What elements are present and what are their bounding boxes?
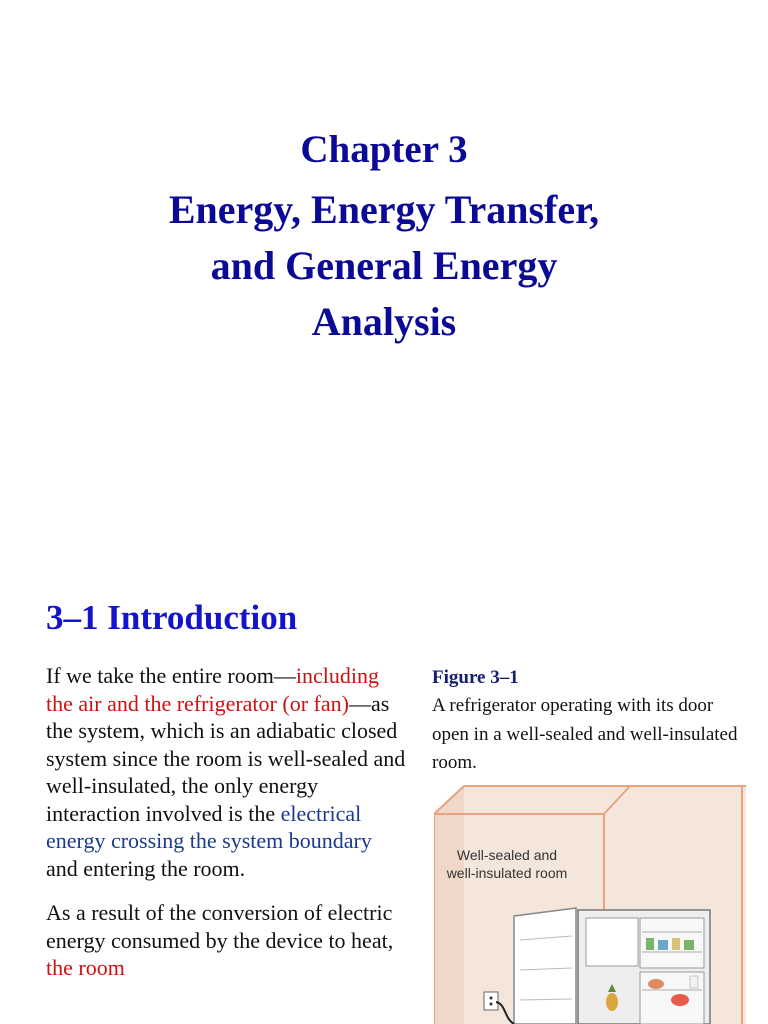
subtitle-line-3: Analysis xyxy=(311,299,457,344)
food-item xyxy=(690,976,698,988)
subtitle-line-2: and General Energy xyxy=(210,243,558,288)
title-block xyxy=(0,122,768,350)
freezer-compartment xyxy=(586,918,638,966)
paragraph-1-part-1: If we take the entire room— xyxy=(46,663,296,688)
food-item xyxy=(648,979,664,989)
highlight-electrical-energy: electrical energy crossing the system boundary xyxy=(46,800,372,853)
room-label-line-2: well-insulated room xyxy=(446,865,568,881)
body-text xyxy=(46,662,406,999)
refrigerator-door xyxy=(514,908,576,1024)
chapter-subtitle xyxy=(0,182,768,350)
highlight-the-room: the room xyxy=(46,955,125,980)
paragraph-1-part-5: and entering the room. xyxy=(46,855,246,881)
food-item xyxy=(672,938,680,950)
food-item xyxy=(671,994,689,1006)
room-side-wall xyxy=(434,786,464,1024)
figure-caption: A refrigerator operating with its door open in a well-sealed and well-insulated room. xyxy=(432,695,738,773)
refrigerator-room-illustration xyxy=(434,780,746,1024)
wall-outlet xyxy=(484,992,498,1010)
paragraph-1-part-3: —as the system, which is an adiabatic closed system since the room is well-sealed and well-insulated, the only energy interaction involved is the xyxy=(46,690,406,826)
section-heading: 3–1 Introduction xyxy=(46,598,298,637)
highlight-system-components: including the air and the refrigerator (or fan) xyxy=(46,663,379,716)
food-item xyxy=(646,938,654,950)
paragraph-2 xyxy=(46,899,406,982)
paragraph-1 xyxy=(46,662,406,882)
food-item xyxy=(658,940,668,950)
figure-label: Figure 3–1 xyxy=(432,667,519,688)
paragraph-2-part-1: As a result of the conversion of electric energy consumed by the device to heat, xyxy=(46,900,394,953)
pineapple-item xyxy=(606,993,618,1011)
subtitle-line-1: Energy, Energy Transfer, xyxy=(168,187,600,232)
room-label-line-1: Well-sealed and xyxy=(456,847,558,863)
outlet-hole xyxy=(490,1003,493,1006)
chapter-title: Chapter 3 xyxy=(300,128,468,171)
food-item xyxy=(684,940,694,950)
figure-caption-block xyxy=(432,664,752,778)
outlet-hole xyxy=(490,997,493,1000)
